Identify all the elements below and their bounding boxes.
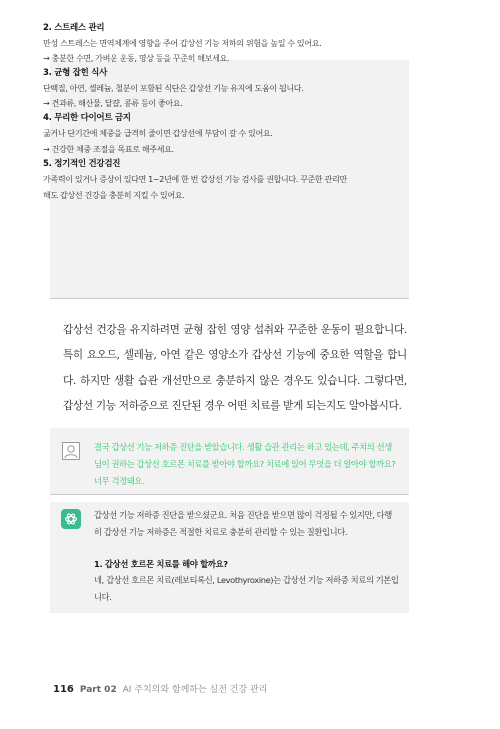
- page-number: 116: [53, 684, 74, 695]
- tip-body: 단백질, 아연, 셀레늄, 철분이 포함된 식단은 갑상선 기능 유지에 도움이 됩니다.: [43, 83, 304, 94]
- tips-list: [43, 21, 348, 203]
- tip-item: [43, 111, 348, 156]
- question-text: 결국 갑상선 기능 저하증 진단을 받았습니다. 생활 습관 관리는 하고 있는데, 주치의 선생님이 권하는 갑상선 호르몬 치료를 받아야 할까요? 치료에 있어 무엇을 더 알아야 할까요? 너무 걱정돼요.: [94, 442, 396, 486]
- tip-advice: → 견과류, 해산물, 달걀, 콩류 등이 좋아요.: [43, 98, 183, 109]
- tip-advice: → 충분한 수면, 가벼운 운동, 명상 등을 꾸준히 해보세요.: [43, 53, 230, 64]
- answer-section-title: 1. 갑상선 호르몬 치료를 해야 할까요?: [94, 559, 228, 569]
- tip-body: 굶거나 단기간에 체중을 급격히 줄이면 갑상선에 부담이 갈 수 있어요.: [43, 128, 273, 139]
- answer-section-body: 네, 갑상선 호르몬 치료(레보티록신, Levothyroxine)는 갑상선 기능 저하증 치료의 기본입니다.: [94, 575, 399, 602]
- body-paragraph: 갑상선 건강을 유지하려면 균형 잡힌 영양 섭취와 꾸준한 운동이 필요합니다. 특히 요오드, 셀레늄, 아연 같은 영양소가 갑상선 기능에 중요한 역할을 합니다. 하지만 생활 습관 개선만으로 충분하지 않은 경우도 있습니다. 그렇다면, 갑상선 기능 저하증으로 진단된 경우 어떤 치료를 받게 되는지도 알아봅시다.: [63, 324, 407, 412]
- part-label: Part 02: [79, 685, 117, 695]
- tip-item: [43, 66, 348, 111]
- page-footer: [53, 682, 267, 695]
- tip-title: 4. 무리한 다이어트 금지: [43, 113, 131, 124]
- user-avatar-icon: [62, 442, 80, 460]
- chatgpt-icon: [61, 509, 81, 529]
- tip-advice: → 건강한 체중 조절을 목표로 해주세요.: [43, 143, 174, 154]
- tip-body: 만성 스트레스는 면역체계에 영향을 주어 갑상선 기능 저하의 위험을 높일 수 있어요.: [43, 38, 322, 48]
- tip-title: 2. 스트레스 관리: [43, 23, 105, 33]
- chapter-title: AI 주치의와 함께하는 실전 건강 관리: [122, 685, 268, 695]
- tip-title: 3. 균형 잡힌 식사: [43, 68, 107, 79]
- tip-item: [43, 157, 348, 203]
- tip-item: [43, 21, 348, 66]
- tip-title: 5. 정기적인 건강검진: [43, 158, 121, 169]
- tip-body: 가족력이 있거나 증상이 있다면 1~2년에 한 번 갑상선 기능 검사를 권합니다. 꾸준한 관리만 해도 갑상선 건강을 충분히 지킬 수 있어요.: [43, 173, 347, 200]
- answer-text: 갑상선 기능 저하증 진단을 받으셨군요. 처음 진단을 받으면 많이 걱정될 수 있지만, 다행히 갑상선 기능 저하증은 적절한 치료로 충분히 관리할 수 있는 질환입니다.: [94, 510, 392, 537]
